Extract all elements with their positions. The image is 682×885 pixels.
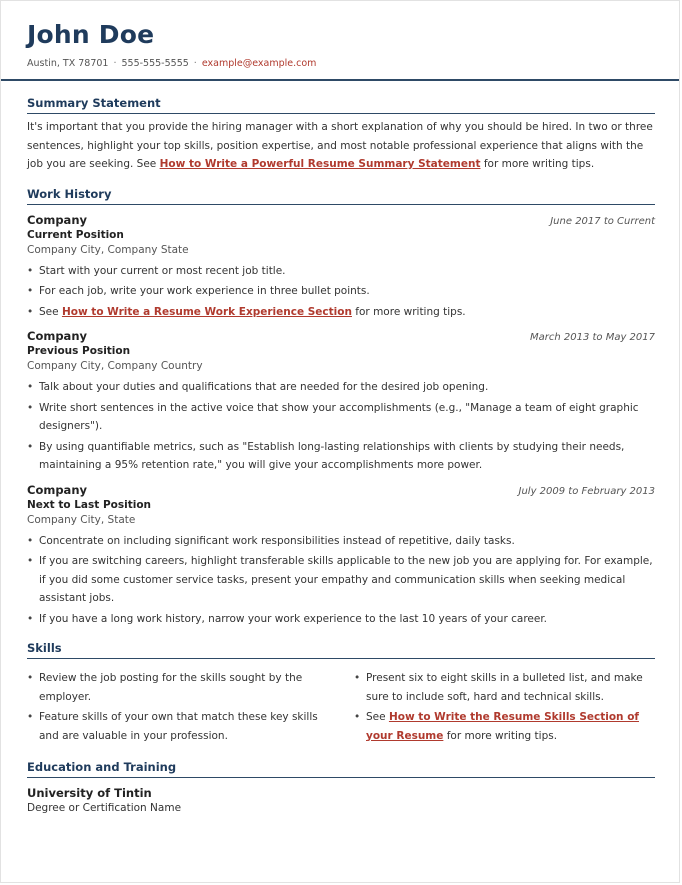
- list-item: • Review the job posting for the skills sought by the employer.: [27, 669, 328, 706]
- header-divider: [1, 79, 679, 81]
- list-item: • By using quantifiable metrics, such as "Establish long-lasting relationships with clients by studying their needs, maintaining a 95% retention rate," you will give your accomplishments more power.: [27, 438, 655, 475]
- job-bullets: [27, 378, 655, 475]
- list-item: • Concentrate on including significant work responsibilities instead of repetitive, daily tasks.: [27, 532, 655, 551]
- summary-text: [27, 118, 655, 174]
- summary-section: [27, 95, 655, 174]
- contact-phone: 555-555-5555: [121, 58, 189, 69]
- job-position: Current Position: [27, 228, 124, 241]
- resume-content: [27, 95, 655, 816]
- job-bullets: [27, 532, 655, 629]
- list-item: • Write short sentences in the active voice that show your accomplishments (e.g., "Manage a team of eight graphic designers").: [27, 399, 655, 436]
- job-location: Company City, Company State: [27, 243, 189, 256]
- job-position: Previous Position: [27, 345, 131, 357]
- summary-title: Summary Statement: [27, 95, 655, 114]
- bullet-text: for more writing tips.: [351, 305, 466, 318]
- job-dates: June 2017 to Current: [550, 215, 655, 227]
- work-history-title: Work History: [27, 186, 655, 205]
- summary-text-before: It's important that you provide the hiring manager with a short explanation of why you should be hired. In two or three sentences, highlight your top skills, position expertise, and most notable professional experience that aligns with the job you are seeking. See: [27, 121, 653, 170]
- skills-section: [27, 640, 655, 747]
- bullet-text: for more writing tips.: [443, 729, 558, 742]
- list-item: • Present six to eight skills in a bulleted list, and make sure to include soft, hard and technical skills.: [354, 669, 655, 706]
- job-bullets: [27, 262, 655, 322]
- job-company: Company: [27, 212, 87, 227]
- contact-line: [27, 58, 679, 70]
- work-experience-link[interactable]: How to Write a Resume Work Experience Section: [61, 305, 352, 318]
- skills-column-right: [354, 669, 655, 747]
- school-name: University of Tintin: [27, 786, 152, 800]
- contact-separator: ·: [193, 58, 197, 69]
- job-dates: July 2009 to February 2013: [518, 485, 655, 497]
- contact-separator: ·: [113, 58, 117, 69]
- bullet-text: See: [366, 711, 389, 723]
- job-entry: [27, 329, 655, 475]
- list-item: • If you are switching careers, highlight transferable skills applicable to the new job you are applying for. For example, if you did some customer service tasks, present your empathy and communication skills when seeking medical assistant jobs.: [27, 552, 655, 608]
- list-item: [27, 303, 655, 322]
- job-location: Company City, Company Country: [27, 360, 203, 372]
- list-item: • Feature skills of your own that match these key skills and are valuable in your profession.: [27, 708, 328, 745]
- education-section: [27, 759, 655, 816]
- job-company: Company: [27, 482, 87, 497]
- degree-name: Degree or Certification Name: [27, 802, 182, 814]
- contact-location: Austin, TX 78701: [27, 58, 109, 69]
- skills-title: Skills: [27, 640, 655, 659]
- job-dates: March 2013 to May 2017: [529, 332, 655, 343]
- job-location: Company City, State: [27, 513, 136, 526]
- skills-column-left: [27, 669, 328, 747]
- resume-header: [1, 1, 679, 79]
- skills-section-link[interactable]: How to Write the Resume Skills Section of your Resume: [366, 711, 639, 742]
- skills-grid: [27, 665, 655, 747]
- education-title: Education and Training: [27, 759, 655, 778]
- bullet-text: See: [39, 305, 62, 318]
- list-item: • Talk about your duties and qualifications that are needed for the desired job opening.: [27, 378, 655, 397]
- list-item: • Start with your current or most recent job title.: [27, 262, 655, 281]
- list-item: • For each job, write your work experience in three bullet points.: [27, 282, 655, 301]
- contact-email[interactable]: example@example.com: [201, 58, 317, 69]
- list-item: • If you have a long work history, narrow your work experience to the last 10 years of your career.: [27, 610, 655, 629]
- summary-link[interactable]: How to Write a Powerful Resume Summary Statement: [159, 158, 481, 170]
- job-position: Next to Last Position: [27, 498, 152, 511]
- candidate-name: John Doe: [27, 20, 155, 49]
- job-company: Company: [27, 329, 87, 343]
- job-entry: [27, 483, 655, 629]
- job-entry: [27, 213, 655, 322]
- summary-text-after: for more writing tips.: [480, 158, 595, 170]
- work-history-section: [27, 186, 655, 629]
- list-item: [354, 708, 655, 745]
